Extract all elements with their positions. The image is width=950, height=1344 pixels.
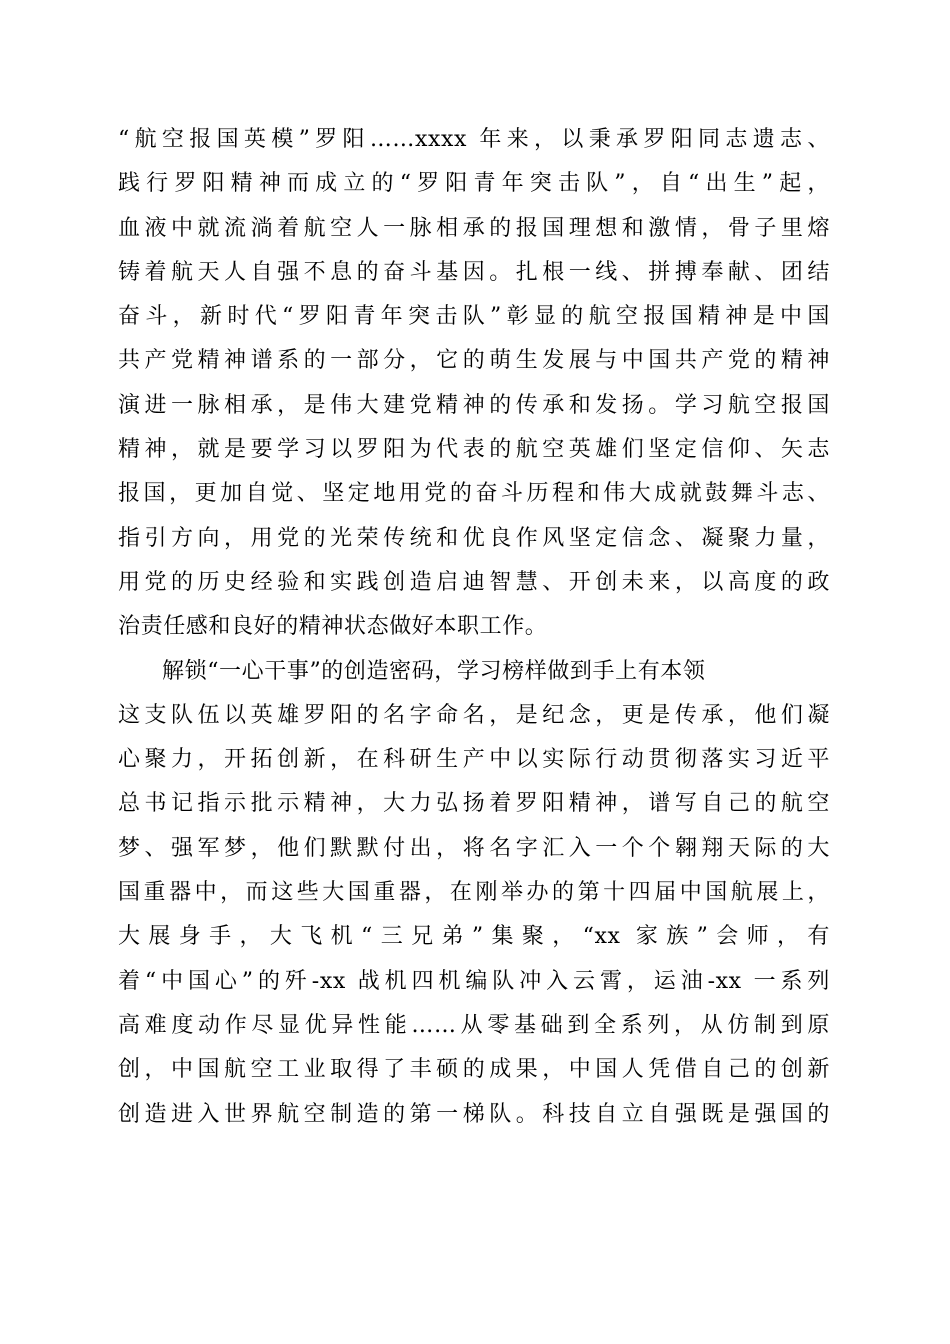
text-line: 大展身手，大飞机“三兄弟”集聚，“xx 家族”会师，有 xyxy=(118,924,830,950)
body-text xyxy=(118,118,830,1137)
text-line: 梦、强军梦，他们默默付出，将名字汇入一个个翱翔天际的大 xyxy=(118,835,830,861)
text-line: 铸着航天人自强不息的奋斗基因。扎根一线、拼搏奉献、团结 xyxy=(118,259,830,285)
text-line: 心聚力，开拓创新，在科研生产中以实际行动贯彻落实习近平 xyxy=(118,747,830,773)
text-line: 总书记指示批示精神，大力弘扬着罗阳精神，谱写自己的航空 xyxy=(118,791,830,817)
text-line: “航空报国英模”罗阳……xxxx 年来，以秉承罗阳同志遗志、 xyxy=(118,127,830,152)
text-line: 血液中就流淌着航空人一脉相承的报国理想和激情，骨子里熔 xyxy=(118,215,830,241)
section-heading: 解锁“一心干事”的创造密码，学习榜样做到手上有本领 xyxy=(162,658,706,684)
paragraph-end-line: 治责任感和良好的精神状态做好本职工作。 xyxy=(118,614,548,640)
text-line: 演进一脉相承，是伟大建党精神的传承和发扬。学习航空报国 xyxy=(118,392,830,418)
text-line: 精神，就是要学习以罗阳为代表的航空英雄们坚定信仰、矢志 xyxy=(118,437,830,463)
text-line: 指引方向，用党的光荣传统和优良作风坚定信念、凝聚力量， xyxy=(118,525,830,551)
text-line: 用党的历史经验和实践创造启迪智慧、开创未来，以高度的政 xyxy=(118,569,830,595)
text-line: 这支队伍以英雄罗阳的名字命名，是纪念，更是传承，他们凝 xyxy=(118,702,830,728)
text-line: 奋斗，新时代“罗阳青年突击队”彰显的航空报国精神是中国 xyxy=(118,304,830,330)
text-line: 创，中国航空工业取得了丰硕的成果，中国人凭借自己的创新 xyxy=(118,1057,830,1083)
text-line: 践行罗阳精神而成立的“罗阳青年突击队”，自“出生”起， xyxy=(118,171,830,197)
text-line: 共产党精神谱系的一部分，它的萌生发展与中国共产党的精神 xyxy=(118,348,830,374)
text-line: 国重器中，而这些大国重器，在刚举办的第十四届中国航展上， xyxy=(118,880,830,906)
text-line: 报国，更加自觉、坚定地用党的奋斗历程和伟大成就鼓舞斗志、 xyxy=(118,481,830,507)
text-line: 创造进入世界航空制造的第一梯队。科技自立自强既是强国的 xyxy=(118,1101,830,1127)
text-line: 高难度动作尽显优异性能……从零基础到全系列，从仿制到原 xyxy=(118,1012,830,1038)
text-line: 着“中国心”的歼-xx 战机四机编队冲入云霄，运油-xx 一系列 xyxy=(118,968,830,994)
